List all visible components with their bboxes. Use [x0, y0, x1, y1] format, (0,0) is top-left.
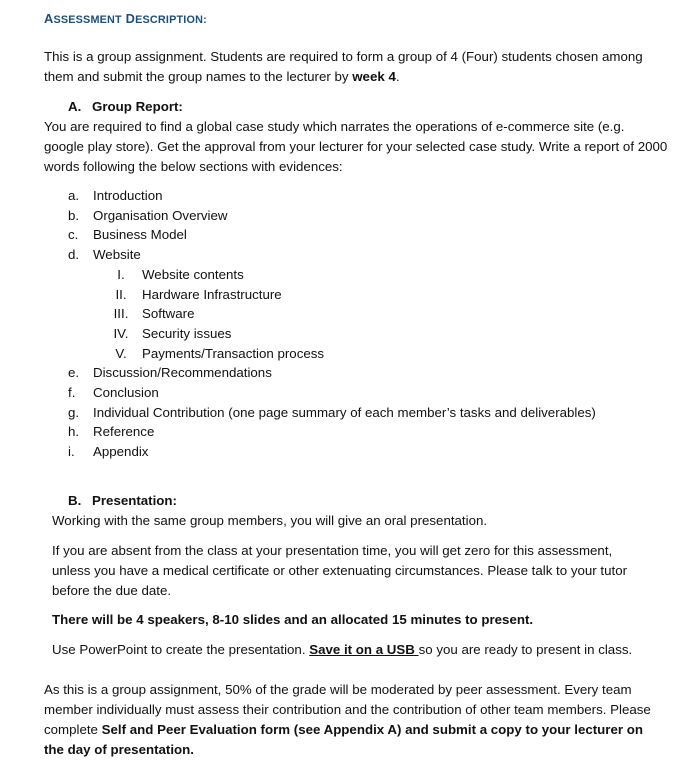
presentation-paragraph-1: Working with the same group members, you will give an oral presentation.	[52, 513, 488, 528]
p4-start: Use PowerPoint to create the presentation.	[52, 642, 310, 657]
section-a-body: You are required to find a global case study which narrates the operations of e-commerce site (e.g. google play store). Get the approval from your lecturer for your selected case study. Write a report of 2000 words following the below sections with evidences:	[44, 119, 668, 174]
sublist-label: Software	[142, 306, 195, 322]
heading-cap-1: A	[44, 11, 54, 26]
sublist-label: Website contents	[142, 267, 244, 282]
assessment-description-heading	[44, 9, 207, 30]
sublist-label: Hardware Infrastructure	[142, 286, 282, 302]
list-item	[68, 225, 228, 245]
list-label: Website	[93, 247, 141, 263]
report-sections-list	[68, 186, 228, 265]
roman-marker: I.	[117, 267, 125, 282]
roman-marker: V.	[115, 345, 127, 361]
list-item	[68, 206, 228, 226]
intro-end: .	[395, 69, 400, 84]
list-marker: h.	[68, 424, 80, 440]
section-a-number: A.	[68, 99, 82, 114]
list-label: Discussion/Recommendations	[93, 365, 272, 380]
heading-cap-2: D	[125, 11, 136, 26]
list-item	[68, 245, 228, 265]
section-b-title	[68, 491, 177, 511]
list-label: Introduction	[93, 188, 163, 203]
list-label: Individual Contribution (one page summary of each member’s tasks and deliverables)	[93, 404, 596, 420]
section-a-label: Group Report:	[92, 99, 183, 114]
list-marker: d.	[68, 247, 80, 263]
intro-text: This is a group assignment. Students are required to form a group of 4 (Four) students chosen among them and submit the group names to the lecturer by	[44, 49, 643, 84]
intro-bold: week 4	[352, 69, 396, 84]
list-item	[68, 383, 596, 403]
section-b-number: B.	[68, 493, 82, 508]
section-b-label: Presentation:	[92, 493, 177, 508]
sublist-item	[100, 285, 324, 305]
list-marker: c.	[68, 227, 79, 243]
list-item	[68, 403, 596, 423]
p4-end: so you are ready to present in class.	[418, 642, 633, 657]
list-marker: i.	[68, 444, 75, 460]
list-item	[68, 186, 228, 206]
sublist-label: Security issues	[142, 326, 232, 342]
list-marker: e.	[68, 365, 80, 380]
intro-paragraph	[44, 47, 666, 87]
sublist-item	[100, 304, 324, 324]
presentation-paragraph-3: There will be 4 speakers, 8-10 slides and an allocated 15 minutes to present.	[52, 612, 534, 627]
sublist-item	[100, 265, 324, 285]
peer-assessment-paragraph	[44, 680, 654, 760]
list-label: Organisation Overview	[93, 207, 228, 223]
presentation-paragraph-4	[52, 640, 662, 660]
list-item	[68, 363, 596, 383]
list-marker: b.	[68, 207, 80, 223]
heading-rest-1: SSESSMENT	[53, 14, 122, 26]
p4-usb-emphasis: Save it on a USB	[309, 642, 419, 657]
list-marker: g.	[68, 404, 80, 420]
website-subsections-list	[100, 265, 324, 363]
heading-rest-2: ESCRIPTION:	[135, 14, 207, 26]
list-label: Business Model	[93, 227, 187, 243]
presentation-paragraph-2: If you are absent from the class at your presentation time, you will get zero for this assessment, unless you have a medical certificate or other extenuating circumstances. Please talk to your tutor before the due date.	[52, 543, 628, 598]
report-sections-list-continued	[68, 363, 596, 462]
peer-text: As this is a group assignment, 50% of the grade will be moderated by peer assessment. Every team member individually must assess their contribution and the contribution of other team members. Please complete	[44, 682, 651, 737]
list-marker: f.	[68, 384, 76, 400]
peer-bold: Self and Peer Evaluation form (see Appendix A) and submit a copy to your lecturer on the day of presentation.	[44, 722, 643, 757]
list-label: Appendix	[93, 444, 149, 460]
list-item	[68, 422, 596, 442]
roman-marker: IV.	[113, 326, 129, 342]
sublist-label: Payments/Transaction process	[142, 345, 325, 361]
list-marker: a.	[68, 188, 80, 203]
sublist-item	[100, 324, 324, 344]
section-a-title	[68, 97, 183, 117]
list-item	[68, 442, 596, 462]
list-label: Reference	[93, 424, 155, 440]
roman-marker: II.	[115, 286, 127, 302]
sublist-item	[100, 344, 324, 364]
roman-marker: III.	[113, 306, 129, 322]
list-label: Conclusion	[93, 384, 159, 400]
